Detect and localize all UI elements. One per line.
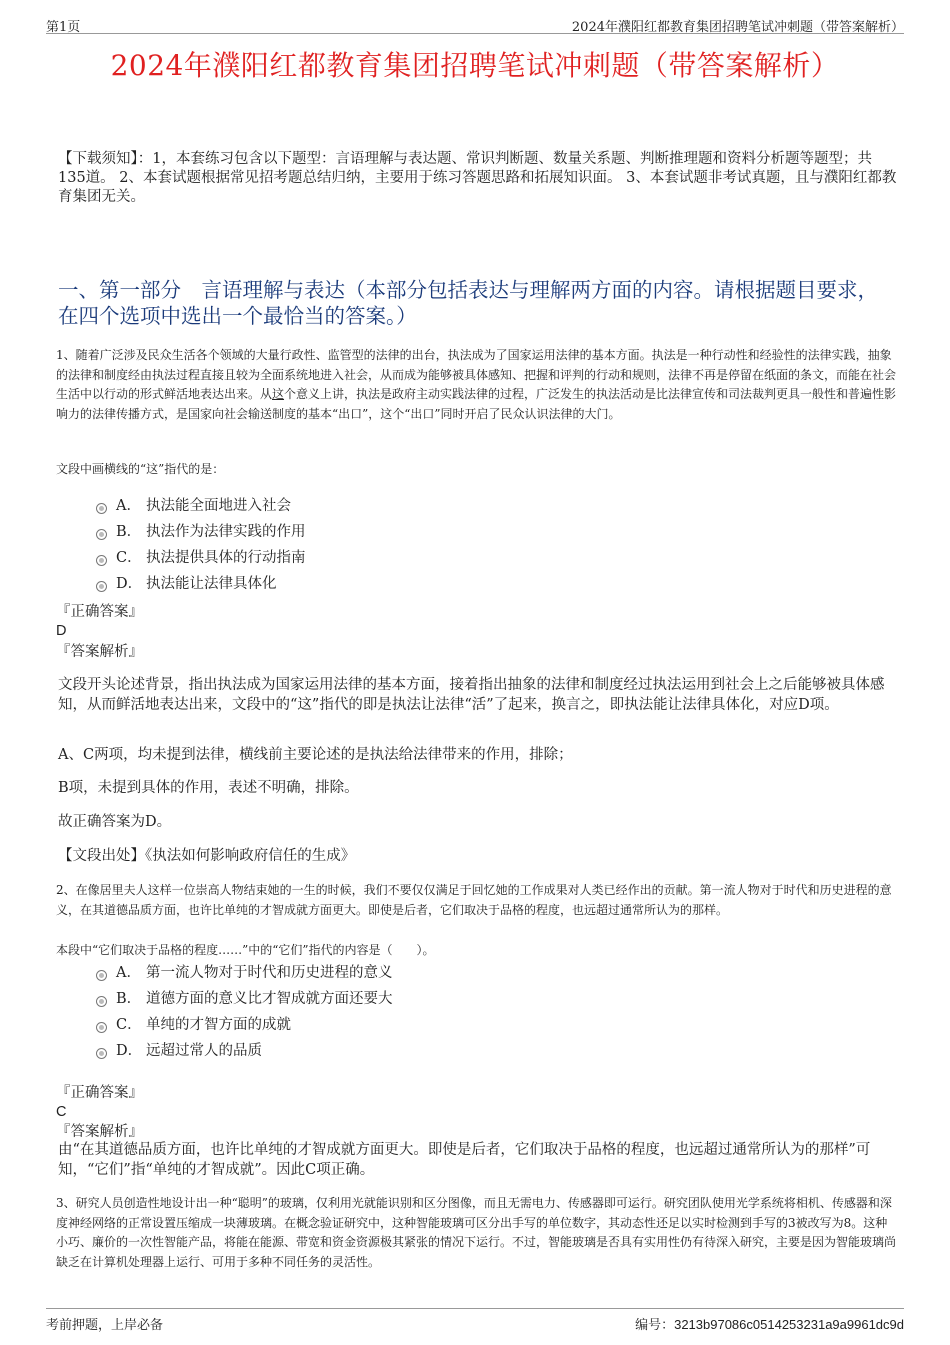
q2-option-b[interactable]: B． 道德方面的意义比才智成就方面还要大 — [96, 988, 393, 1010]
download-notice: 【下载须知】：1，本套练习包含以下题型：言语理解与表达题、常识判断题、数量关系题、判断推理题和资料分析题等题型；共135道。 2、本套试题根据常见招考题总结归纳，主要用于练习答题思路和拓展知识面。 3、本套试题非考试真题，且与濮阳红都教育集团无关。 — [58, 151, 897, 205]
page-number: 第1页 — [46, 20, 81, 35]
q1-analysis-paragraph: B项，未提到具体的作用，表述不明确，排除。 — [58, 780, 359, 796]
q1-option-d[interactable]: D． 执法能让法律具体化 — [96, 573, 277, 595]
question-2-text: 2、在像居里夫人这样一位崇高人物结束她的一生的时候，我们不要仅仅满足于回忆她的工作成果对人类已经作出的贡献。第一流人物对于时代和历史进程的意义，在其道德品质方面，也许比单纯的才智成就方面更大。即使是后者，它们取决于品格的程度，也远超过通常所认为的那样。 — [56, 883, 892, 917]
q2-option-d[interactable]: D． 远超过常人的品质 — [96, 1040, 262, 1062]
q1-analysis-paragraph: 故正确答案为D。 — [58, 814, 172, 830]
document-title: 2024年濮阳红都教育集团招聘笔试冲刺题（带答案解析） — [110, 49, 840, 82]
footer-slogan: 考前押题，上岸必备 — [46, 1318, 164, 1333]
section-title: 一、第一部分 言语理解与表达（本部分包括表达与理解两方面的内容。请根据题目要求，在四个选项中选出一个最恰当的答案。） — [58, 278, 878, 328]
q1-option-a[interactable]: A． 执法能全面地进入社会 — [96, 495, 291, 517]
q1-option-c[interactable]: C． 执法提供具体的行动指南 — [96, 547, 306, 569]
radio-icon[interactable] — [96, 1022, 107, 1033]
underlined-word: 这 — [272, 387, 285, 401]
header-title: 2024年濮阳红都教育集团招聘笔试冲刺题（带答案解析） — [571, 20, 904, 35]
q1-analysis-paragraph: A、C两项，均未提到法律，横线前主要论述的是执法给法律带来的作用，排除； — [58, 747, 573, 763]
q1-analysis-paragraph: 文段开头论述背景，指出执法成为国家运用法律的基本方面，接着指出抽象的法律和制度经过执法运用到社会上之后能够被具体感知，从而鲜活地表达出来，文段中的“这”指代的即是执法让法律“活”了起来，换言之，即执法能让法律具体化，对应D项。 — [58, 677, 885, 713]
question-3-text: 3、研究人员创造性地设计出一种“聪明”的玻璃，仅利用光就能识别和区分图像，而且无需电力、传感器即可运行。研究团队使用光学系统将相机、传感器和深度神经网络的正常设置压缩成一块薄玻璃。在概念验证研究中，这种智能玻璃可区分出手写的单位数字，其动态性还足以实时检测到手写的3被改写为8。这种小巧、廉价的一次性智能产品，将能在能源、带宽和资金资源极其紧张的情况下运行。不过，智能玻璃是否具有实用性仍有待深入研究，主要是因为智能玻璃尚缺乏在计算机处理器上运行、可用于多种不同任务的灵活性。 — [56, 1196, 897, 1269]
radio-icon[interactable] — [96, 555, 107, 566]
q1-source: 【文段出处】《执法如何影响政府信任的生成》 — [58, 848, 356, 864]
q1-analysis-label: 『答案解析』 — [56, 644, 143, 660]
page-header — [46, 14, 904, 34]
radio-icon[interactable] — [96, 996, 107, 1007]
q1-option-b[interactable]: B． 执法作为法律实践的作用 — [96, 521, 306, 543]
radio-icon[interactable] — [96, 1048, 107, 1059]
radio-icon[interactable] — [96, 529, 107, 540]
question-2-prompt: 本段中“它们取决于品格的程度……”中的“它们”指代的内容是（ ）。 — [56, 943, 435, 957]
q2-option-c[interactable]: C． 单纯的才智方面的成就 — [96, 1014, 291, 1036]
footer-code: 编号：3213b97086c0514253231a9a9961dc9d — [635, 1317, 904, 1333]
q2-answer-label: 『正确答案』 — [56, 1085, 143, 1101]
page-footer — [46, 1308, 904, 1333]
question-1-text: 1、随着广泛涉及民众生活各个领域的大量行政性、监管型的法律的出台，执法成为了国家运用法律的基本方面。执法是一种行动性和经验性的法律实践，抽象的法律和制度经由执法过程直接且较为全面系统地进入社会，从而成为能够被具体感知、把握和评判的行动和规则，法律不再是停留在纸面的条文，而能在社会生活中以行动的形式鲜活地表达出来。从这个意义上讲，执法是政府主动实践法律的过程，广泛发生的执法活动是比法律宣传和司法裁判更具一般性和普遍性影响力的法律传播方式，是国家向社会输送制度的基本“出口”，这个“出口”同时开启了民众认识法律的大门。 — [56, 348, 897, 421]
q2-analysis-paragraph: 由“在其道德品质方面，也许比单纯的才智成就方面更大。即使是后者，它们取决于品格的程度，也远超过通常所认为的那样”可知，“它们”指“单纯的才智成就”。因此C项正确。 — [58, 1142, 871, 1178]
q2-option-a[interactable]: A． 第一流人物对于时代和历史进程的意义 — [96, 962, 393, 984]
q1-answer: D — [56, 623, 67, 639]
radio-icon[interactable] — [96, 503, 107, 514]
radio-icon[interactable] — [96, 581, 107, 592]
q2-analysis-label: 『答案解析』 — [56, 1124, 143, 1140]
radio-icon[interactable] — [96, 970, 107, 981]
q2-answer: C — [56, 1104, 67, 1120]
q1-answer-label: 『正确答案』 — [56, 604, 143, 620]
question-1-prompt: 文段中画横线的“这”指代的是： — [56, 462, 225, 476]
